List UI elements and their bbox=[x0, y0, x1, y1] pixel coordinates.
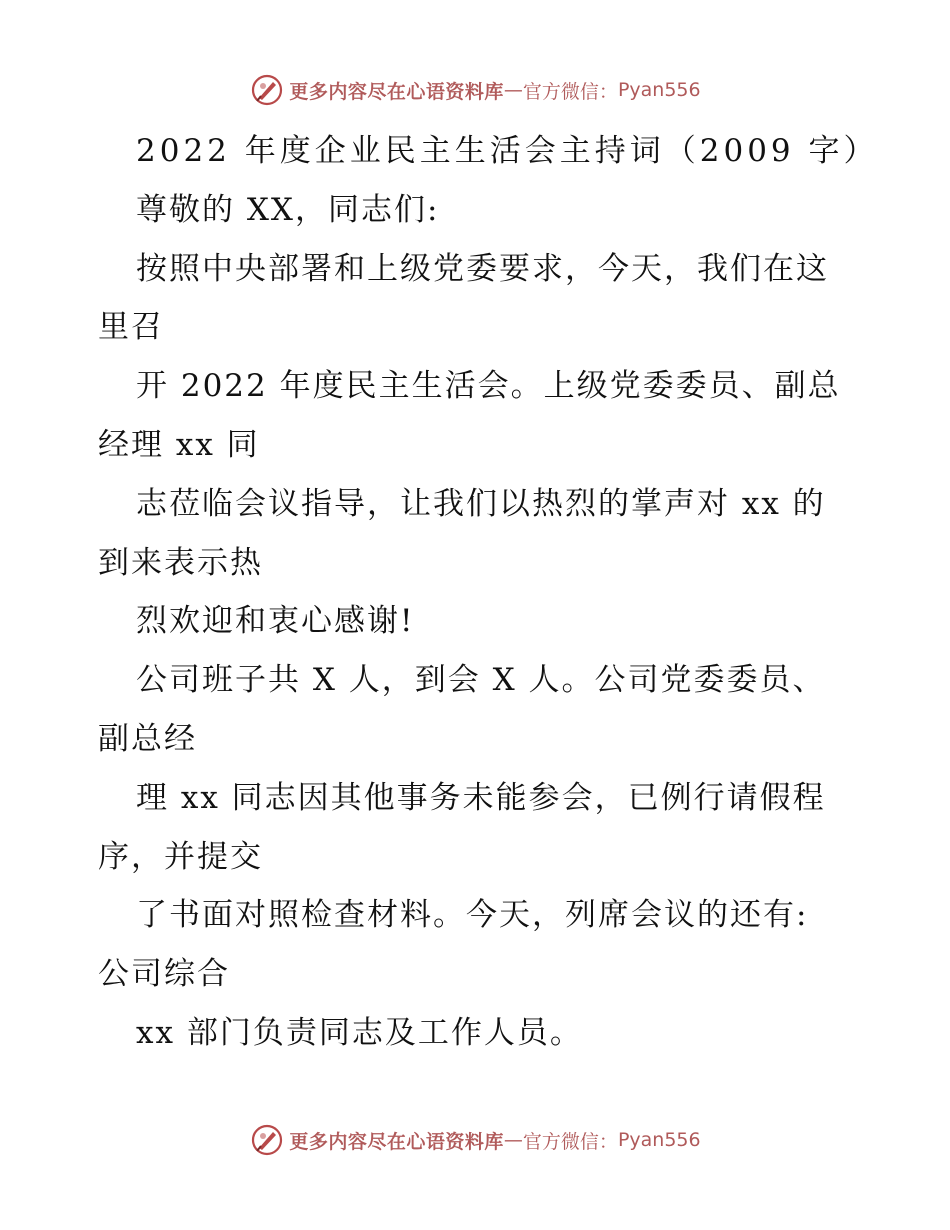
document-line: 公司班子共 X 人，到会 X 人。公司党委委员、 bbox=[136, 662, 826, 699]
document-body bbox=[98, 122, 879, 1063]
document-line: 经理 xx 同 bbox=[98, 426, 260, 463]
document-line: xx 部门负责同志及工作人员。 bbox=[136, 1014, 583, 1051]
document-title: 2022 年度企业民主生活会主持词（2009 字） bbox=[136, 133, 879, 169]
watermark-separator: — bbox=[503, 1129, 523, 1151]
watermark-contact-id: Pyan556 bbox=[617, 79, 701, 101]
watermark-brand-text: 更多内容尽在心语资料库 bbox=[289, 80, 504, 103]
quill-logo-icon bbox=[249, 1122, 285, 1158]
document-line: 公司综合 bbox=[98, 956, 230, 993]
document-line: 序，并提交 bbox=[98, 838, 263, 875]
watermark-separator: — bbox=[503, 79, 523, 101]
header-watermark bbox=[0, 70, 950, 110]
watermark-brand-text: 更多内容尽在心语资料库 bbox=[289, 1130, 504, 1153]
watermark-contact-id: Pyan556 bbox=[617, 1129, 701, 1151]
watermark-contact-label: 官方微信： bbox=[522, 1130, 618, 1153]
document-line: 尊敬的 XX，同志们: bbox=[136, 191, 440, 228]
document-line: 烈欢迎和衷心感谢! bbox=[136, 603, 415, 640]
document-line: 开 2022 年度民主生活会。上级党委委员、副总 bbox=[136, 368, 841, 405]
document-line: 到来表示热 bbox=[98, 544, 263, 581]
document-line: 副总经 bbox=[98, 720, 197, 757]
document-line: 志莅临会议指导，让我们以热烈的掌声对 xx 的 bbox=[136, 485, 826, 522]
document-line: 了书面对照检查材料。今天，列席会议的还有: bbox=[136, 897, 809, 934]
document-line: 里召 bbox=[98, 309, 164, 346]
watermark-contact-label: 官方微信： bbox=[522, 80, 618, 103]
quill-logo-icon bbox=[249, 72, 285, 108]
footer-watermark bbox=[0, 1120, 950, 1160]
document-line: 按照中央部署和上级党委要求，今天，我们在这 bbox=[136, 250, 829, 287]
document-line: 理 xx 同志因其他事务未能参会，已例行请假程 bbox=[136, 779, 826, 816]
